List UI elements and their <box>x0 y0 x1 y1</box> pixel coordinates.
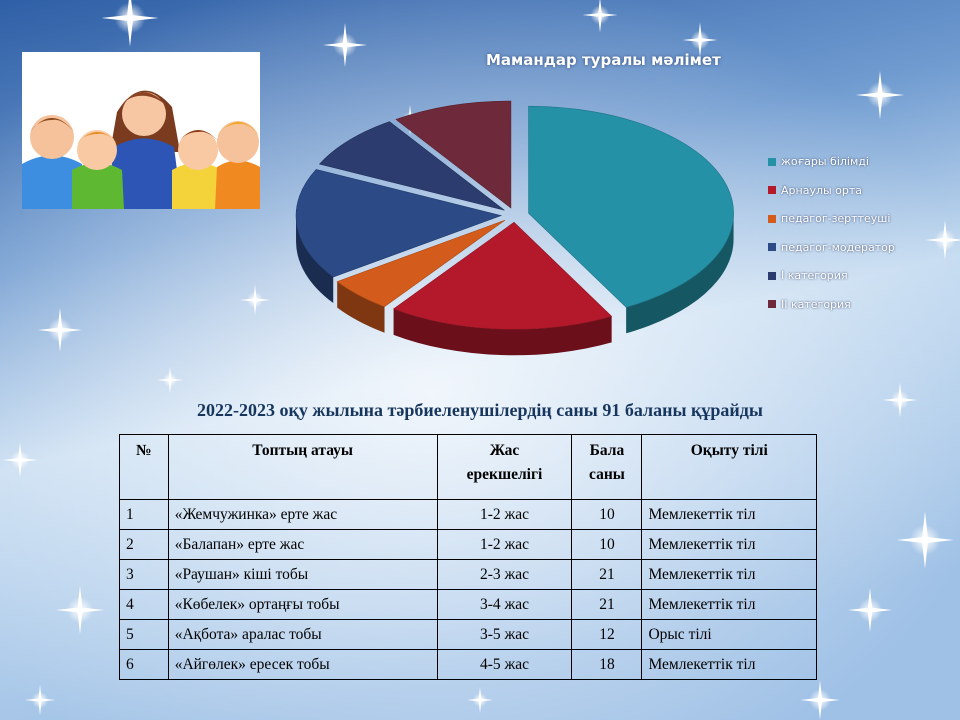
legend-label: педагог-модератор <box>781 240 895 254</box>
cell-name: «Ақбота» аралас тобы <box>168 620 437 650</box>
pie-chart <box>300 95 760 370</box>
cell-name: «Көбелек» ортаңғы тобы <box>168 590 437 620</box>
header-count-line2: саны <box>589 466 625 483</box>
header-count-line1: Бала <box>589 442 625 459</box>
groups-table <box>119 434 817 680</box>
cell-count: 21 <box>572 590 642 620</box>
legend-swatch <box>768 186 776 194</box>
header-name: Топтың атауы <box>168 435 437 500</box>
legend-swatch <box>768 158 776 166</box>
legend-item <box>768 209 895 228</box>
cell-age: 3-5 жас <box>437 620 572 650</box>
cell-name: «Балапан» ерте жас <box>168 530 437 560</box>
legend-label: жоғары білімді <box>781 155 869 168</box>
header-num: № <box>120 435 169 500</box>
legend-label: I категория <box>781 269 848 282</box>
legend-item <box>768 181 895 200</box>
cell-count: 21 <box>572 560 642 590</box>
cell-num: 2 <box>120 530 169 560</box>
header-age-line1: Жас <box>489 442 520 459</box>
cell-age: 3-4 жас <box>437 590 572 620</box>
legend-item <box>768 266 895 285</box>
header-age-line2: ерекшелігі <box>466 466 543 483</box>
cell-num: 3 <box>120 560 169 590</box>
cell-age: 1-2 жас <box>437 530 572 560</box>
table-row <box>120 650 817 680</box>
cell-num: 6 <box>120 650 169 680</box>
header-age <box>437 435 572 500</box>
cell-lang: Орыс тілі <box>642 620 817 650</box>
legend-label: педагог-зерттеуші <box>781 212 891 225</box>
cell-lang: Мемлекеттік тіл <box>642 590 817 620</box>
table-header-row <box>120 435 817 500</box>
cell-num: 1 <box>120 500 169 530</box>
table-row <box>120 530 817 560</box>
legend-label: Арнаулы орта <box>781 183 863 197</box>
cell-age: 1-2 жас <box>437 500 572 530</box>
table-row <box>120 620 817 650</box>
cell-lang: Мемлекеттік тіл <box>642 530 817 560</box>
cell-age: 4-5 жас <box>437 650 572 680</box>
legend-swatch <box>768 272 776 280</box>
cell-count: 10 <box>572 530 642 560</box>
cell-count: 18 <box>572 650 642 680</box>
legend-swatch <box>768 300 776 308</box>
legend-label: II категория <box>781 297 851 311</box>
legend-swatch <box>768 215 776 223</box>
cell-name: «Айгөлек» ересек тобы <box>168 650 437 680</box>
children-illustration <box>22 52 260 209</box>
legend-item <box>768 295 895 314</box>
cell-name: «Раушан» кіші тобы <box>168 560 437 590</box>
cell-lang: Мемлекеттік тіл <box>642 500 817 530</box>
cell-count: 10 <box>572 500 642 530</box>
table-title: 2022-2023 оқу жылына тәрбиеленушілердің саны 91 баланы құрайды <box>197 400 763 420</box>
table-row <box>120 590 817 620</box>
cell-num: 5 <box>120 620 169 650</box>
cell-num: 4 <box>120 590 169 620</box>
chart-legend <box>768 152 895 323</box>
chart-title: Мамандар туралы мәлімет <box>486 51 721 69</box>
legend-swatch <box>768 243 776 251</box>
cell-name: «Жемчужинка» ерте жас <box>168 500 437 530</box>
header-count <box>572 435 642 500</box>
cell-lang: Мемлекеттік тіл <box>642 650 817 680</box>
table-row <box>120 500 817 530</box>
header-lang: Оқыту тілі <box>642 435 817 500</box>
cell-age: 2-3 жас <box>437 560 572 590</box>
legend-item <box>768 238 895 257</box>
cell-count: 12 <box>572 620 642 650</box>
table-row <box>120 560 817 590</box>
cell-lang: Мемлекеттік тіл <box>642 560 817 590</box>
legend-item <box>768 152 895 171</box>
